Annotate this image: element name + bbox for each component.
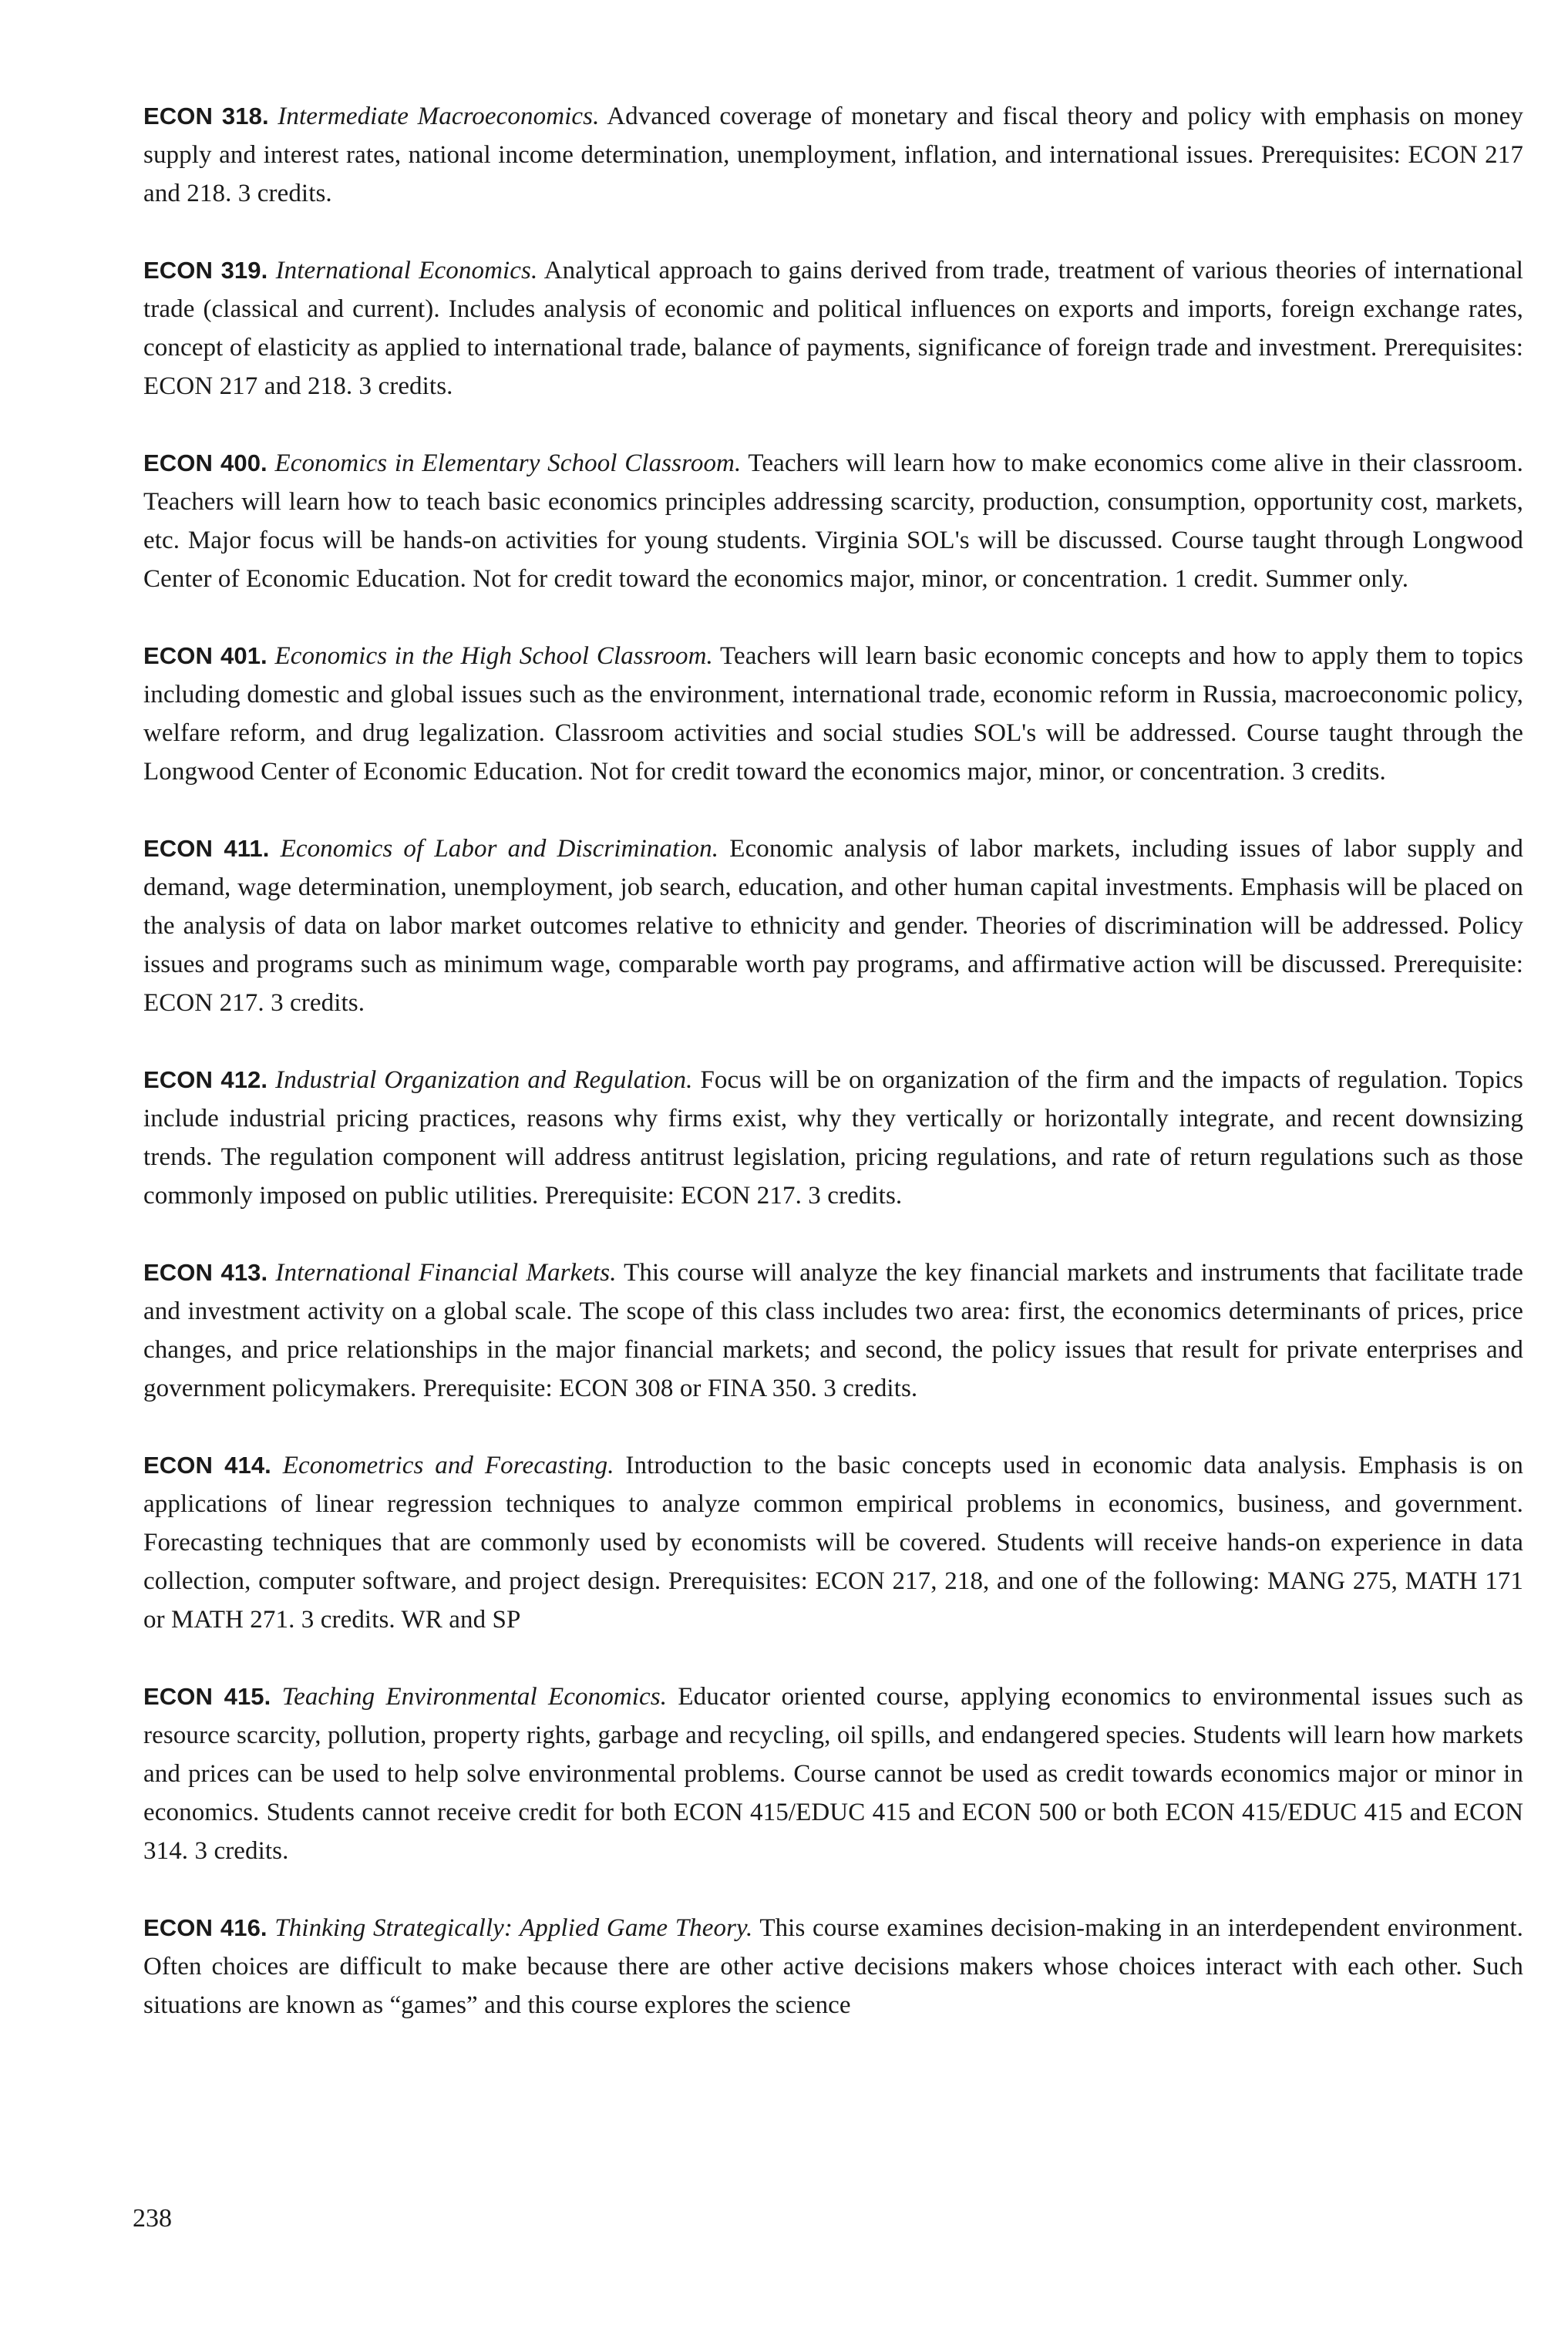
course-code: ECON 318. xyxy=(143,103,269,130)
course-title: Economics of Labor and Discrimination. xyxy=(280,835,719,863)
course-listing xyxy=(143,97,1523,2063)
course-title: Econometrics and Forecasting. xyxy=(282,1452,614,1479)
course-entry-econ-415 xyxy=(143,1678,1523,1870)
course-title: International Financial Markets. xyxy=(275,1259,617,1287)
course-entry-econ-413 xyxy=(143,1254,1523,1408)
course-entry-econ-319 xyxy=(143,251,1523,406)
course-description: This course examines decision-making in an interdependent environment. Often choices are difficult to make because there are other active decisions makers whose choices interact with each other. Such situations are known as “games” and this course explores the science xyxy=(143,1914,1523,2019)
course-title: Economics in the High School Classroom. xyxy=(274,642,713,670)
course-entry-econ-400 xyxy=(143,444,1523,598)
course-entry-econ-414 xyxy=(143,1446,1523,1639)
course-description: Introduction to the basic concepts used in economic data analysis. Emphasis is on applications of linear regression techniques to analyze common empirical problems in economics, business, and government. Forecasting techniques that are commonly used by economists will be covered. Students will receive hands-on experience in data collection, computer software, and project design. Prerequisites: ECON 217, 218, and one of the following: MANG 275, MATH 171 or MATH 271. 3 credits. WR and SP xyxy=(143,1452,1523,1634)
course-description: Economic analysis of labor markets, including issues of labor supply and demand, wage determination, unemployment, job search, education, and other human capital investments. Emphasis will be placed on the analysis of data on labor market outcomes relative to ethnicity and gender. Theories of discrimination will be addressed. Policy issues and programs such as minimum wage, comparable worth pay programs, and affirmative action will be discussed. Prerequisite: ECON 217. 3 credits. xyxy=(143,835,1523,1017)
course-code: ECON 400. xyxy=(143,449,268,476)
course-title: Intermediate Macroeconomics. xyxy=(278,103,600,130)
course-code: ECON 415. xyxy=(143,1683,271,1710)
course-code: ECON 416. xyxy=(143,1914,268,1941)
course-entry-econ-318 xyxy=(143,97,1523,213)
course-entry-econ-412 xyxy=(143,1061,1523,1215)
course-title: Teaching Environmental Economics. xyxy=(281,1683,668,1711)
course-code: ECON 401. xyxy=(143,642,268,669)
course-entry-econ-411 xyxy=(143,830,1523,1022)
course-title: Industrial Organization and Regulation. xyxy=(275,1066,693,1094)
course-description: Focus will be on organization of the firm and the impacts of regulation. Topics include industrial pricing practices, reasons why firms exist, why they vertically or horizontally integrate, and recent downsizing trends. The regulation component will address antitrust legislation, pricing regulations, and rate of return regulations such as those commonly imposed on public utilities. Prerequisite: ECON 217. 3 credits. xyxy=(143,1066,1523,1210)
course-entry-econ-416 xyxy=(143,1909,1523,2024)
course-code: ECON 414. xyxy=(143,1452,271,1479)
course-entry-econ-401 xyxy=(143,637,1523,791)
course-code: ECON 412. xyxy=(143,1066,268,1093)
course-code: ECON 413. xyxy=(143,1259,268,1286)
course-description: Teachers will learn how to make economics come alive in their classroom. Teachers will learn how to teach basic economics principles addressing scarcity, production, consumption, opportunity cost, markets, etc. Major focus will be hands-on activities for young students. Virginia SOL's will be discussed. Course taught through Longwood Center of Economic Education. Not for credit toward the economics major, minor, or concentration. 1 credit. Summer only. xyxy=(143,449,1523,593)
course-title: International Economics. xyxy=(275,257,538,284)
course-description: Educator oriented course, applying economics to environmental issues such as resource scarcity, pollution, property rights, garbage and recycling, oil spills, and endangered species. Students will learn how markets and prices can be used to help solve environmental problems. Course cannot be used as credit towards economics major or minor in economics. Students cannot receive credit for both ECON 415/EDUC 415 and ECON 500 or both ECON 415/EDUC 415 and ECON 314. 3 credits. xyxy=(143,1683,1523,1865)
course-description: Teachers will learn basic economic concepts and how to apply them to topics including domestic and global issues such as the environment, international trade, economic reform in Russia, macroeconomic policy, welfare reform, and drug legalization. Classroom activities and social studies SOL's will be addressed. Course taught through the Longwood Center of Economic Education. Not for credit toward the economics major, minor, or concentration. 3 credits. xyxy=(143,642,1523,786)
course-description: This course will analyze the key financial markets and instruments that facilitate trade and investment activity on a global scale. The scope of this class includes two area: first, the economics determinants of prices, price changes, and price relationships in the major financial markets; and second, the policy issues that result for private enterprises and government policymakers. Prerequisite: ECON 308 or FINA 350. 3 credits. xyxy=(143,1259,1523,1402)
course-title: Economics in Elementary School Classroom. xyxy=(274,449,742,477)
page-number: 238 xyxy=(133,2204,172,2233)
course-description: Analytical approach to gains derived from trade, treatment of various theories of international trade (classical and current). Includes analysis of economic and political influences on exports and imports, foreign exchange rates, concept of elasticity as applied to international trade, balance of payments, significance of foreign trade and investment. Prerequisites: ECON 217 and 218. 3 credits. xyxy=(143,257,1523,400)
course-code: ECON 411. xyxy=(143,835,270,862)
course-code: ECON 319. xyxy=(143,257,268,284)
course-title: Thinking Strategically: Applied Game Theory. xyxy=(274,1914,753,1942)
course-description: Advanced coverage of monetary and fiscal theory and policy with emphasis on money supply and interest rates, national income determination, unemployment, inflation, and international issues. Prerequisites: ECON 217 and 218. 3 credits. xyxy=(143,103,1523,207)
